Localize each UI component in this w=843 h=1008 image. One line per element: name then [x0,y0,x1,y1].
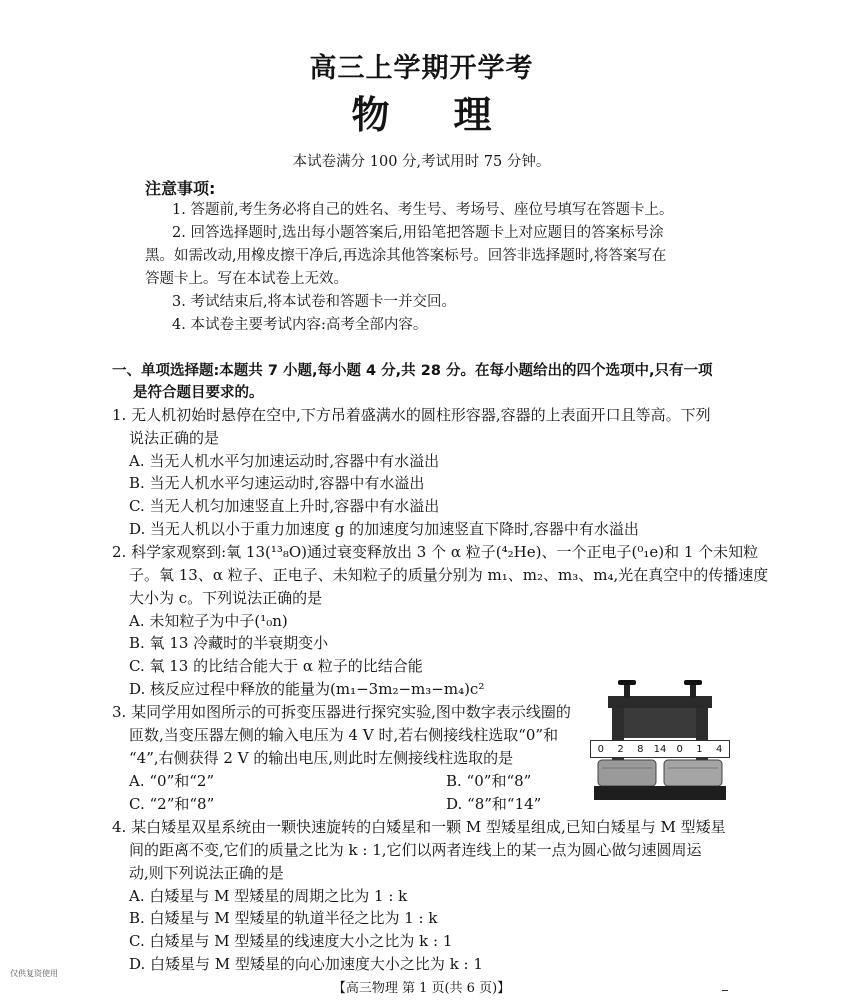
q4-option-a: A. 白矮星与 M 型矮星的周期之比为 1 : k [129,887,408,905]
q4-stem-cont-2: 动,则下列说法正确的是 [129,864,284,882]
notice-line-1: 1. 答题前,考生务必将自己的姓名、考生号、考场号、座位号填写在答题卡上。 [172,202,674,218]
terminal-label: 1 [696,743,703,755]
section-heading-cont: 是符合题目要求的。 [133,385,264,401]
corner-mark [722,990,728,991]
q2-stem: 2. 科学家观察到:氧 13(¹³₈O)通过衰变释放出 3 个 α 粒子(⁴₂He)、一个正电子(⁰₁e)和 1 个未知粒 [112,543,759,561]
terminal-label: 0 [597,743,605,755]
q3-option-a: A. “0”和“2” [129,772,215,790]
q2-option-a: A. 未知粒子为中子(¹₀n) [129,612,288,630]
terminal-label-strip [590,740,730,758]
q2-option-c: C. 氧 13 的比结合能大于 α 粒子的比结合能 [129,657,423,675]
terminal-label: 8 [637,743,644,755]
q3-option-c: C. “2”和“8” [129,795,215,813]
notice-line-4: 答题卡上。写在本试卷上无效。 [145,271,348,287]
q4-stem: 4. 某白矮星双星系统由一颗快速旋转的白矮星和一颗 M 型矮星组成,已知白矮星与 M 型矮星 [112,818,726,836]
terminal-label: 14 [653,743,667,755]
terminal-label: 2 [617,743,624,755]
q1-option-b: B. 当无人机水平匀速运动时,容器中有水溢出 [129,474,425,492]
terminal-label: 0 [676,743,683,755]
q2-stem-cont: 子。氧 13、α 粒子、正电子、未知粒子的质量分别为 m₁、m₂、m₃、m₄,光在真空中的传播速度 [129,566,769,584]
q3-option-b: B. “0”和“8” [446,772,532,790]
q3-stem-cont-2: “4”,右侧获得 2 V 的输出电压,则此时左侧接线柱选取的是 [129,749,514,767]
page-footer: 【高三物理 第 1 页(共 6 页)】 [332,981,511,996]
q2-option-d: D. 核反应过程中释放的能量为(m₁−3m₂−m₃−m₄)c² [129,680,485,698]
q3-option-d: D. “8”和“14” [446,795,542,813]
q1-stem-cont: 说法正确的是 [129,429,220,447]
q1-stem: 1. 无人机初始时悬停在空中,下方吊着盛满水的圆柱形容器,容器的上表面开口且等高。下列 [112,406,711,424]
exam-info: 本试卷满分 100 分,考试用时 75 分钟。 [292,154,551,170]
subject-title: 物理 [351,92,556,137]
q4-option-d: D. 白矮星与 M 型矮星的向心加速度大小之比为 k : 1 [129,955,483,973]
q1-option-c: C. 当无人机匀加速竖直上升时,容器中有水溢出 [129,497,440,515]
q2-option-b: B. 氧 13 冷藏时的半衰期变小 [129,634,329,652]
q3-stem: 3. 某同学用如图所示的可拆变压器进行探究实验,图中数字表示线圈的 [112,703,571,721]
exam-title: 高三上学期开学考 [309,53,534,84]
notice-line-5: 3. 考试结束后,将本试卷和答题卡一并交回。 [172,294,457,310]
q2-stem-cont-2: 大小为 c。下列说法正确的是 [129,589,323,607]
side-note: 仅供复资使用 [10,969,58,978]
q1-option-a: A. 当无人机水平匀加速运动时,容器中有水溢出 [129,452,440,470]
q1-option-d: D. 当无人机以小于重力加速度 g 的加速度匀加速竖直下降时,容器中有水溢出 [129,520,639,538]
notice-title: 注意事项: [145,179,216,198]
transformer-figure [590,678,730,803]
section-heading: 一、单项选择题:本题共 7 小题,每小题 4 分,共 28 分。在每小题给出的四个选项中,只有一项 [112,363,713,379]
q4-option-c: C. 白矮星与 M 型矮星的线速度大小之比为 k : 1 [129,932,453,950]
q3-stem-cont: 匝数,当变压器左侧的输入电压为 4 V 时,若右侧接线柱选取“0”和 [129,726,559,744]
terminal-label: 4 [715,743,723,755]
q4-option-b: B. 白矮星与 M 型矮星的轨道半径之比为 1 : k [129,909,438,927]
notice-line-3: 黑。如需改动,用橡皮擦干净后,再选涂其他答案标号。回答非选择题时,将答案写在 [145,248,667,264]
notice-line-6: 4. 本试卷主要考试内容:高考全部内容。 [172,317,428,333]
q4-stem-cont: 间的距离不变,它们的质量之比为 k : 1,它们以两者连线上的某一点为圆心做匀速圆周运 [129,841,702,859]
notice-line-2: 2. 回答选择题时,选出每小题答案后,用铅笔把答题卡上对应题目的答案标号涂 [172,225,664,241]
